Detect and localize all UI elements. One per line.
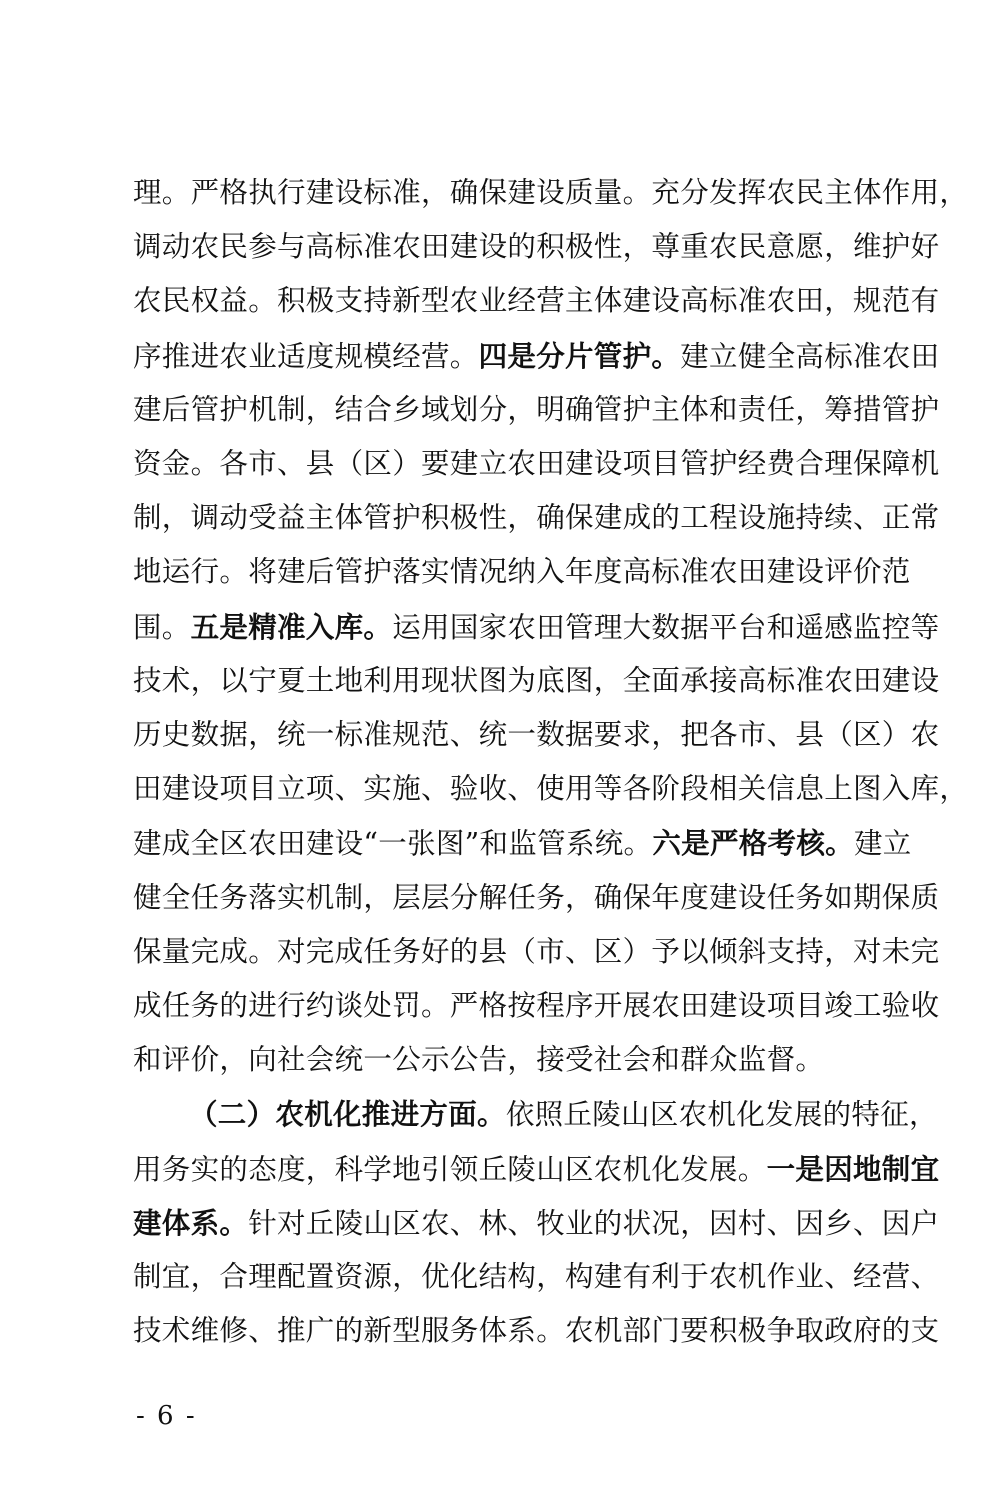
text-line: [133, 1250, 940, 1304]
text-line: [133, 166, 969, 220]
text-line: [133, 654, 940, 708]
text-line: [133, 383, 940, 437]
text-line: [133, 979, 940, 1033]
text-line: [133, 437, 940, 491]
text-segment: 农民权益。积极支持新型农业经营主体建设高标准农田，规范有: [133, 284, 940, 318]
text-segment: 围。: [133, 610, 191, 644]
text-segment: 健全任务落实机制，层层分解任务，确保年度建设任务如期保质: [133, 880, 940, 914]
text-segment: 历史数据，统一标准规范、统一数据要求，把各市、县（区）农: [133, 718, 940, 751]
text-segment: 调动农民参与高标准农田建设的积极性，尊重农民意愿，维护好: [133, 230, 940, 264]
bold-heading-segment: 四是分片管护。: [478, 338, 681, 373]
text-line: [133, 708, 940, 762]
text-line: [133, 329, 940, 383]
text-segment: 资金。各市、县（区）要建立农田建设项目管护经费合理保障机: [133, 447, 940, 480]
text-line: [189, 1087, 938, 1141]
text-line: [133, 871, 940, 925]
text-line: [133, 600, 940, 654]
text-segment: 理。严格执行建设标准，确保建设质量。充分发挥农民主体作用，: [133, 176, 969, 209]
text-segment: 建立: [853, 827, 912, 861]
bold-heading-segment: 五是精准入库。: [190, 609, 393, 644]
text-segment: 田建设项目立项、实施、验收、使用等各阶段相关信息上图入库，: [133, 772, 969, 806]
text-line: [133, 762, 969, 816]
text-line: [133, 1304, 940, 1358]
text-line: [133, 545, 911, 599]
text-segment: 制，调动受益主体管护积极性，确保建成的工程设施持续、正常: [133, 501, 940, 535]
text-segment: 保量完成。对完成任务好的县（市、区）予以倾斜支持，对未完: [133, 934, 940, 968]
text-segment: 成任务的进行约谈处罚。严格按程序开展农田建设项目竣工验收: [133, 989, 940, 1022]
text-segment: 建立健全高标准农田: [680, 339, 940, 373]
text-segment: 技术，以宁夏土地利用现状图为底图，全面承接高标准农田建设: [133, 663, 940, 697]
text-line: [133, 220, 940, 274]
page-number: - 6 -: [136, 1401, 197, 1431]
text-line: [133, 491, 940, 545]
text-segment: 制宜，合理配置资源，优化结构，构建有利于农机作业、经营、: [133, 1260, 940, 1293]
bold-heading-segment: 六是严格考核。: [652, 826, 854, 861]
text-segment: 建后管护机制，结合乡域划分，明确管护主体和责任，筹措管护: [133, 392, 940, 426]
text-segment: 针对丘陵山区农、林、牧业的状况，因村、因乡、因户: [248, 1206, 940, 1240]
bold-heading-segment: 一是因地制宜: [766, 1151, 940, 1186]
text-segment: 序推进农业适度规模经营。: [133, 339, 479, 373]
text-line: [133, 1142, 940, 1196]
text-line: [133, 1196, 940, 1250]
text-line: [133, 816, 912, 870]
bold-heading-segment: 建体系。: [133, 1205, 249, 1240]
bold-heading-segment: （二）农机化推进方面。: [189, 1097, 506, 1132]
text-segment: 建成全区农田建设“一张图”和监管系统。: [133, 827, 653, 861]
text-line: [133, 274, 940, 328]
text-line: [133, 1033, 871, 1087]
text-segment: 地运行。将建后管护落实情况纳入年度高标准农田建设评价范: [133, 555, 911, 589]
text-segment: 和评价，向社会统一公示公告，接受社会和群众监督。: [133, 1043, 825, 1077]
text-line: [133, 925, 940, 979]
text-segment: 运用国家农田管理大数据平台和遥感监控等: [392, 610, 940, 644]
text-segment: 技术维修、推广的新型服务体系。农机部门要积极争取政府的支: [133, 1314, 940, 1348]
text-segment: 用务实的态度，科学地引领丘陵山区农机化发展。: [133, 1152, 767, 1186]
text-segment: 依照丘陵山区农机化发展的特征，: [505, 1098, 938, 1132]
